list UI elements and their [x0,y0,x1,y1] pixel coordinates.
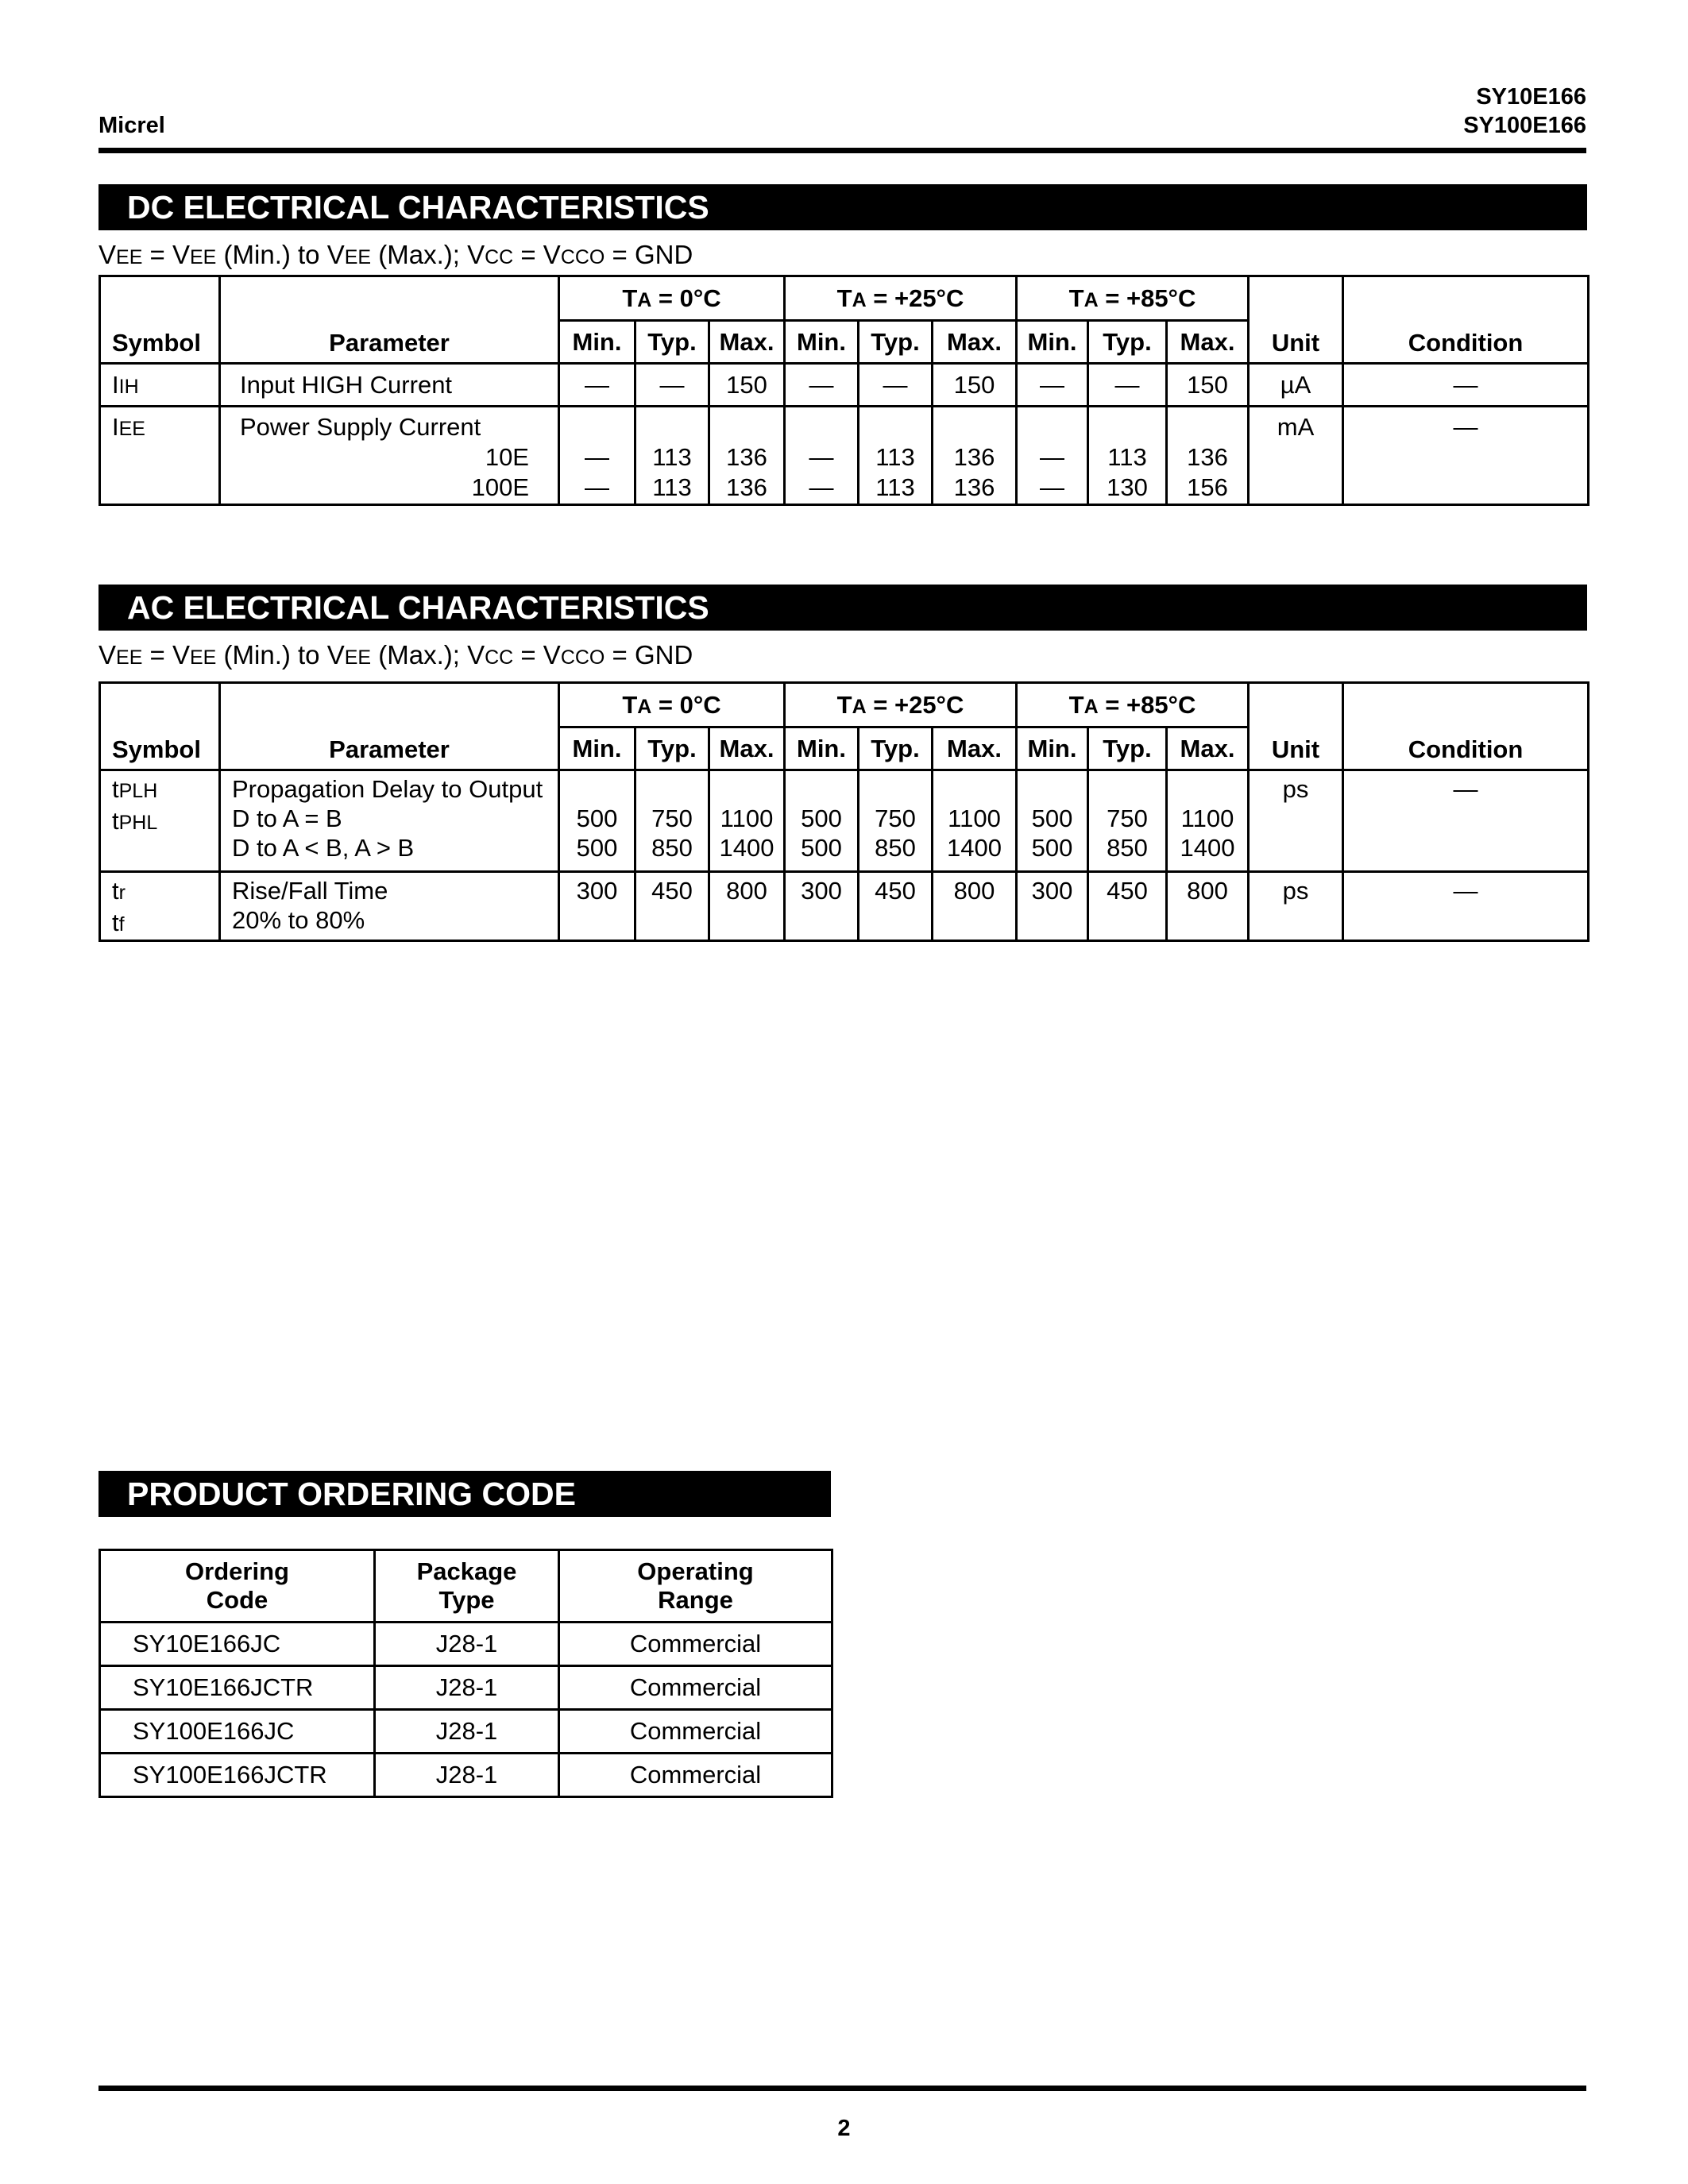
value-cell: 1100 1400 [709,770,785,872]
value-cell: 136 136 [709,407,785,505]
value-cell: 500 500 [1017,770,1088,872]
value-cell: 500 500 [785,770,859,872]
value-cell: 800 [933,872,1017,941]
temp-header-85: TA = +85°C [1017,276,1249,321]
subcol: Min. [785,321,859,364]
col-symbol: Symbol [100,683,220,770]
package-cell: J28-1 [375,1623,559,1666]
subcol: Min. [559,727,635,770]
condition-cell: — [1343,770,1589,872]
col-ordering-code: Ordering Code [100,1550,375,1623]
value-cell: 113 113 [635,407,709,505]
table-row [100,1710,832,1754]
subcol: Typ. [1088,727,1167,770]
company-name: Micrel [98,113,165,138]
value-cell: 800 [1167,872,1249,941]
range-cell: Commercial [559,1754,832,1797]
subcol: Min. [559,321,635,364]
col-unit: Unit [1249,276,1343,364]
value-cell: 300 [785,872,859,941]
subcol: Min. [1017,727,1088,770]
dc-conditions: VEE = VEE (Min.) to VEE (Max.); VCC = VCCO = GND [98,240,693,269]
ordering-code-cell: SY100E166JC [100,1710,375,1754]
value-cell: 800 [709,872,785,941]
value-cell: 450 [859,872,933,941]
value-cell: 300 [1017,872,1088,941]
subcol: Typ. [635,727,709,770]
subcol: Typ. [635,321,709,364]
col-operating-range: Operating Range [559,1550,832,1623]
unit-cell: ps [1249,770,1343,872]
value-cell: — [1088,364,1167,407]
subcol: Max. [709,727,785,770]
value-cell: — — [1017,407,1088,505]
value-cell: — [1017,364,1088,407]
range-cell: Commercial [559,1666,832,1710]
value-cell: — — [559,407,635,505]
temp-header-25: TA = +25°C [785,276,1017,321]
page-number: 2 [837,2116,851,2141]
param-cell: Input HIGH Current [220,364,559,407]
condition-cell: — [1343,872,1589,941]
value-cell: 300 [559,872,635,941]
temp-header-85: TA = +85°C [1017,683,1249,727]
part-number-1: SY10E166 [1476,84,1586,110]
ordering-table [98,1549,833,1798]
symbol-cell: IEE [100,407,220,505]
ordering-header-row [100,1550,832,1623]
col-parameter: Parameter [220,276,559,364]
table-row [100,1623,832,1666]
value-cell: 136 156 [1167,407,1249,505]
unit-cell: µA [1249,364,1343,407]
part-number-2: SY100E166 [1463,113,1586,138]
table-row [100,364,1589,407]
range-cell: Commercial [559,1710,832,1754]
value-cell: 113 130 [1088,407,1167,505]
col-parameter: Parameter [220,683,559,770]
ac-characteristics-table [98,681,1590,942]
subcol: Max. [1167,321,1249,364]
package-cell: J28-1 [375,1754,559,1797]
value-cell: 450 [1088,872,1167,941]
value-cell: 136 136 [933,407,1017,505]
ordering-code-cell: SY10E166JC [100,1623,375,1666]
subcol: Max. [933,727,1017,770]
value-cell: 1100 1400 [933,770,1017,872]
param-cell: Rise/Fall Time 20% to 80% [220,872,559,941]
value-cell: — [635,364,709,407]
value-cell: 1100 1400 [1167,770,1249,872]
part-numbers [1463,83,1586,140]
range-cell: Commercial [559,1623,832,1666]
value-cell: 150 [933,364,1017,407]
ordering-code-cell: SY10E166JCTR [100,1666,375,1710]
col-condition: Condition [1343,276,1589,364]
symbol-cell: IIH [100,364,220,407]
table-row [100,1666,832,1710]
col-symbol: Symbol [100,276,220,364]
dc-section-title: DC ELECTRICAL CHARACTERISTICS [98,184,1587,230]
col-condition: Condition [1343,683,1589,770]
dc-characteristics-table [98,275,1590,506]
value-cell: 113 113 [859,407,933,505]
footer-rule [98,2086,1586,2091]
unit-cell: mA [1249,407,1343,505]
col-package-type: Package Type [375,1550,559,1623]
value-cell: 450 [635,872,709,941]
subcol: Max. [933,321,1017,364]
package-cell: J28-1 [375,1666,559,1710]
temp-header-25: TA = +25°C [785,683,1017,727]
col-unit: Unit [1249,683,1343,770]
value-cell: — — [785,407,859,505]
subcol: Typ. [859,727,933,770]
subcol: Typ. [1088,321,1167,364]
subcol: Min. [785,727,859,770]
value-cell: 150 [709,364,785,407]
value-cell: 750 850 [635,770,709,872]
param-cell: Propagation Delay to Output D to A = B D to A < B, A > B [220,770,559,872]
symbol-cell: tPLH tPHL [100,770,220,872]
param-cell: Power Supply Current 10E 100E [220,407,559,505]
ordering-code-cell: SY100E166JCTR [100,1754,375,1797]
temp-header-0: TA = 0°C [559,276,785,321]
ac-conditions: VEE = VEE (Min.) to VEE (Max.); VCC = VCCO = GND [98,640,693,669]
subcol: Max. [1167,727,1249,770]
value-cell: 500 500 [559,770,635,872]
value-cell: 750 850 [1088,770,1167,872]
subcol: Typ. [859,321,933,364]
condition-cell: — [1343,364,1589,407]
table-row [100,872,1589,941]
unit-cell: ps [1249,872,1343,941]
table-row [100,770,1589,872]
header-rule [98,148,1586,153]
ordering-section-title: PRODUCT ORDERING CODE [98,1471,831,1517]
package-cell: J28-1 [375,1710,559,1754]
table-row [100,1754,832,1797]
ac-section-title: AC ELECTRICAL CHARACTERISTICS [98,585,1587,631]
value-cell: — [859,364,933,407]
subcol: Max. [709,321,785,364]
condition-cell: — [1343,407,1589,505]
value-cell: 150 [1167,364,1249,407]
temp-header-0: TA = 0°C [559,683,785,727]
subcol: Min. [1017,321,1088,364]
table-row [100,407,1589,505]
value-cell: 750 850 [859,770,933,872]
value-cell: — [785,364,859,407]
value-cell: — [559,364,635,407]
symbol-cell: tr tf [100,872,220,941]
